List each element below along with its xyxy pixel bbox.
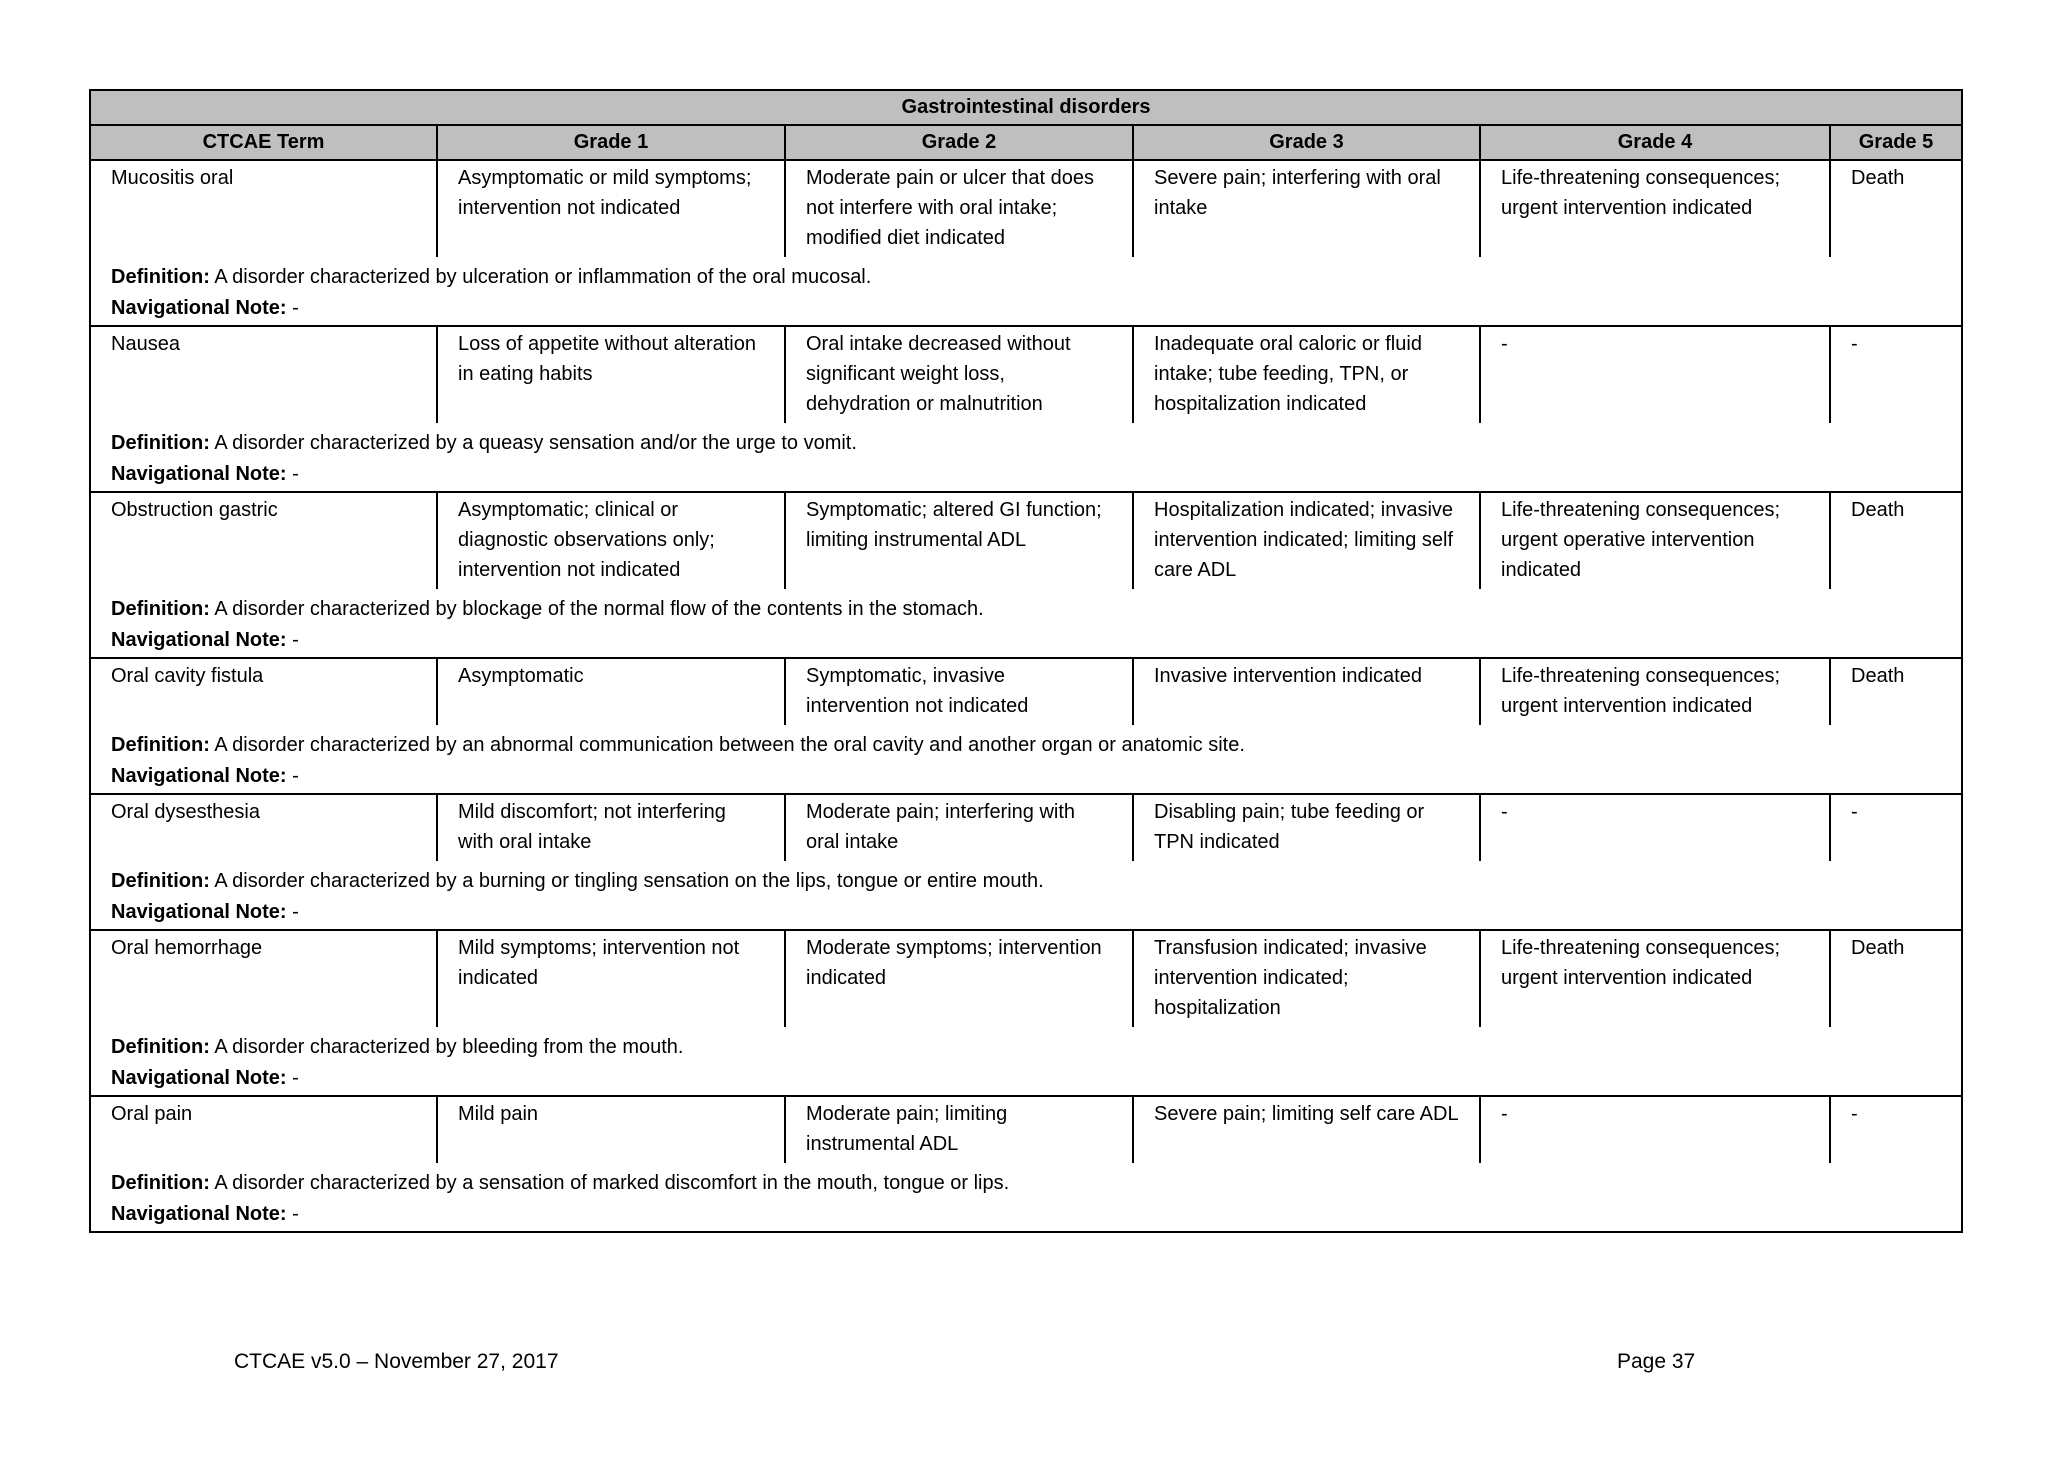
grade-1-cell: Loss of appetite without alteration in eating habits bbox=[437, 326, 785, 423]
table-row bbox=[90, 658, 1962, 725]
definition-label: Definition: bbox=[111, 870, 210, 892]
grade-3-cell: Inadequate oral caloric or fluid intake; tube feeding, TPN, or hospitalization indicated bbox=[1133, 326, 1480, 423]
grade-2-cell: Moderate pain or ulcer that does not interfere with oral intake; modified diet indicated bbox=[785, 160, 1133, 257]
nav-note-cell bbox=[90, 625, 1962, 658]
nav-note-text: - bbox=[292, 463, 299, 485]
definition-label: Definition: bbox=[111, 1172, 210, 1194]
grade-2-cell: Symptomatic; altered GI function; limiting instrumental ADL bbox=[785, 492, 1133, 589]
header-grade-3: Grade 3 bbox=[1133, 125, 1480, 160]
definition-label: Definition: bbox=[111, 432, 210, 454]
grade-5-cell: Death bbox=[1830, 930, 1962, 1027]
definition-text: A disorder characterized by blockage of the normal flow of the contents in the stomach. bbox=[214, 598, 984, 620]
grade-4-cell: - bbox=[1480, 794, 1830, 861]
grade-1-cell: Mild pain bbox=[437, 1096, 785, 1163]
grade-1-cell: Asymptomatic bbox=[437, 658, 785, 725]
nav-note-text: - bbox=[292, 629, 299, 651]
definition-row bbox=[90, 423, 1962, 459]
term-cell: Obstruction gastric bbox=[90, 492, 437, 589]
grade-3-cell: Hospitalization indicated; invasive intervention indicated; limiting self care ADL bbox=[1133, 492, 1480, 589]
definition-label: Definition: bbox=[111, 598, 210, 620]
grade-1-cell: Mild symptoms; intervention not indicated bbox=[437, 930, 785, 1027]
nav-note-row bbox=[90, 897, 1962, 930]
grade-4-cell: Life-threatening consequences; urgent operative intervention indicated bbox=[1480, 492, 1830, 589]
definition-row bbox=[90, 589, 1962, 625]
definition-cell bbox=[90, 589, 1962, 625]
nav-note-text: - bbox=[292, 765, 299, 787]
ctcae-table bbox=[89, 89, 1963, 1233]
nav-note-text: - bbox=[292, 1203, 299, 1225]
footer-version: CTCAE v5.0 – November 27, 2017 bbox=[234, 1350, 559, 1373]
term-cell: Oral hemorrhage bbox=[90, 930, 437, 1027]
nav-note-cell bbox=[90, 761, 1962, 794]
definition-cell bbox=[90, 257, 1962, 293]
grade-3-cell: Invasive intervention indicated bbox=[1133, 658, 1480, 725]
term-cell: Nausea bbox=[90, 326, 437, 423]
grade-2-cell: Moderate symptoms; intervention indicated bbox=[785, 930, 1133, 1027]
definition-label: Definition: bbox=[111, 266, 210, 288]
table-title: Gastrointestinal disorders bbox=[90, 90, 1962, 125]
grade-5-cell: Death bbox=[1830, 492, 1962, 589]
nav-note-cell bbox=[90, 1199, 1962, 1232]
definition-label: Definition: bbox=[111, 734, 210, 756]
grade-4-cell: Life-threatening consequences; urgent intervention indicated bbox=[1480, 658, 1830, 725]
definition-text: A disorder characterized by an abnormal communication between the oral cavity and another organ or anatomic site. bbox=[214, 734, 1245, 756]
nav-note-label: Navigational Note: bbox=[111, 1067, 287, 1089]
table-row bbox=[90, 794, 1962, 861]
term-cell: Oral pain bbox=[90, 1096, 437, 1163]
grade-1-cell: Asymptomatic; clinical or diagnostic observations only; intervention not indicated bbox=[437, 492, 785, 589]
definition-cell bbox=[90, 1163, 1962, 1199]
grade-1-cell: Asymptomatic or mild symptoms; intervention not indicated bbox=[437, 160, 785, 257]
table-row bbox=[90, 930, 1962, 1027]
definition-text: A disorder characterized by bleeding from the mouth. bbox=[214, 1036, 684, 1058]
grade-5-cell: Death bbox=[1830, 658, 1962, 725]
table-row bbox=[90, 1096, 1962, 1163]
grade-3-cell: Disabling pain; tube feeding or TPN indicated bbox=[1133, 794, 1480, 861]
grade-5-cell: - bbox=[1830, 1096, 1962, 1163]
grade-4-cell: Life-threatening consequences; urgent intervention indicated bbox=[1480, 930, 1830, 1027]
table-row bbox=[90, 492, 1962, 589]
nav-note-cell bbox=[90, 897, 1962, 930]
term-cell: Oral dysesthesia bbox=[90, 794, 437, 861]
nav-note-cell bbox=[90, 293, 1962, 326]
grade-3-cell: Severe pain; limiting self care ADL bbox=[1133, 1096, 1480, 1163]
nav-note-text: - bbox=[292, 901, 299, 923]
grade-3-cell: Severe pain; interfering with oral intake bbox=[1133, 160, 1480, 257]
nav-note-cell bbox=[90, 459, 1962, 492]
grade-3-cell: Transfusion indicated; invasive intervention indicated; hospitalization bbox=[1133, 930, 1480, 1027]
nav-note-text: - bbox=[292, 297, 299, 319]
nav-note-text: - bbox=[292, 1067, 299, 1089]
grade-4-cell: - bbox=[1480, 1096, 1830, 1163]
header-row bbox=[90, 125, 1962, 160]
nav-note-label: Navigational Note: bbox=[111, 297, 287, 319]
definition-row bbox=[90, 1163, 1962, 1199]
definition-cell bbox=[90, 725, 1962, 761]
nav-note-row bbox=[90, 1199, 1962, 1232]
definition-row bbox=[90, 1027, 1962, 1063]
nav-note-row bbox=[90, 625, 1962, 658]
nav-note-label: Navigational Note: bbox=[111, 1203, 287, 1225]
table-body bbox=[90, 160, 1962, 1232]
definition-text: A disorder characterized by a burning or tingling sensation on the lips, tongue or entire mouth. bbox=[214, 870, 1044, 892]
nav-note-cell bbox=[90, 1063, 1962, 1096]
definition-row bbox=[90, 257, 1962, 293]
header-grade-5: Grade 5 bbox=[1830, 125, 1962, 160]
grade-2-cell: Moderate pain; limiting instrumental ADL bbox=[785, 1096, 1133, 1163]
grade-5-cell: - bbox=[1830, 326, 1962, 423]
grade-2-cell: Oral intake decreased without significant weight loss, dehydration or malnutrition bbox=[785, 326, 1133, 423]
grade-5-cell: Death bbox=[1830, 160, 1962, 257]
nav-note-row bbox=[90, 293, 1962, 326]
header-grade-4: Grade 4 bbox=[1480, 125, 1830, 160]
definition-row bbox=[90, 725, 1962, 761]
ctcae-table-container bbox=[89, 89, 1961, 1233]
term-cell: Oral cavity fistula bbox=[90, 658, 437, 725]
nav-note-label: Navigational Note: bbox=[111, 463, 287, 485]
grade-4-cell: - bbox=[1480, 326, 1830, 423]
nav-note-row bbox=[90, 1063, 1962, 1096]
definition-cell bbox=[90, 1027, 1962, 1063]
definition-text: A disorder characterized by a sensation of marked discomfort in the mouth, tongue or lips. bbox=[214, 1172, 1010, 1194]
grade-4-cell: Life-threatening consequences; urgent intervention indicated bbox=[1480, 160, 1830, 257]
definition-cell bbox=[90, 423, 1962, 459]
definition-cell bbox=[90, 861, 1962, 897]
nav-note-label: Navigational Note: bbox=[111, 765, 287, 787]
header-term: CTCAE Term bbox=[90, 125, 437, 160]
grade-5-cell: - bbox=[1830, 794, 1962, 861]
nav-note-label: Navigational Note: bbox=[111, 901, 287, 923]
definition-label: Definition: bbox=[111, 1036, 210, 1058]
definition-text: A disorder characterized by ulceration or inflammation of the oral mucosal. bbox=[214, 266, 872, 288]
table-row bbox=[90, 326, 1962, 423]
header-grade-1: Grade 1 bbox=[437, 125, 785, 160]
term-cell: Mucositis oral bbox=[90, 160, 437, 257]
nav-note-row bbox=[90, 761, 1962, 794]
table-row bbox=[90, 160, 1962, 257]
nav-note-label: Navigational Note: bbox=[111, 629, 287, 651]
header-grade-2: Grade 2 bbox=[785, 125, 1133, 160]
grade-2-cell: Moderate pain; interfering with oral intake bbox=[785, 794, 1133, 861]
footer-page-number: Page 37 bbox=[1617, 1350, 1696, 1373]
grade-2-cell: Symptomatic, invasive intervention not indicated bbox=[785, 658, 1133, 725]
nav-note-row bbox=[90, 459, 1962, 492]
definition-row bbox=[90, 861, 1962, 897]
grade-1-cell: Mild discomfort; not interfering with oral intake bbox=[437, 794, 785, 861]
definition-text: A disorder characterized by a queasy sensation and/or the urge to vomit. bbox=[214, 432, 857, 454]
